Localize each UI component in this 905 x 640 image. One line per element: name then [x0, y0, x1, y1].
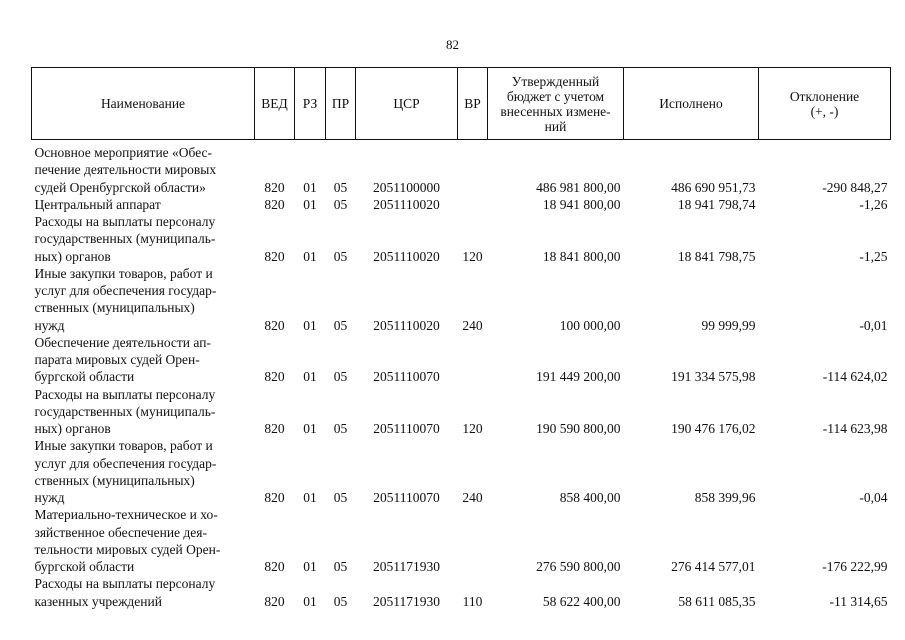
cell-rz: 01 [303, 559, 317, 574]
cell-budget: 486 981 800,00 [536, 179, 621, 195]
cell-rz: 01 [303, 179, 317, 195]
table-row [32, 386, 891, 438]
cell-executed: 276 414 577,01 [671, 559, 756, 574]
cell-budget: 858 400,00 [559, 490, 621, 505]
table-row [32, 575, 891, 610]
cell-executed: 18 841 798,75 [677, 248, 756, 264]
table-body [32, 140, 891, 610]
header-deviation [759, 68, 891, 140]
cell-name-line: Иные закупки товаров, работ и [34, 265, 213, 281]
cell-vr [458, 140, 488, 196]
cell-vr [458, 506, 488, 575]
header-budget-line: бюджет с учетом [506, 88, 605, 104]
cell-name-line: бургской области [34, 559, 135, 574]
cell-rz: 01 [303, 317, 317, 333]
cell-csr: 2051110070 [373, 369, 440, 385]
cell-name-line: нужд [34, 317, 65, 333]
cell-executed: 99 999,99 [701, 317, 756, 333]
table-row [32, 213, 891, 265]
cell-csr: 2051110020 [373, 196, 440, 212]
cell-csr: 2051171930 [373, 559, 440, 574]
cell-name [32, 437, 255, 506]
cell-ved: 820 [264, 559, 285, 574]
cell-deviation: -0,04 [859, 490, 888, 505]
header-rz: РЗ [295, 68, 326, 140]
cell-rz: 01 [303, 248, 317, 264]
cell-pr: 05 [333, 196, 348, 212]
cell-vr [458, 334, 488, 386]
budget-table [31, 67, 891, 610]
cell-name-line: государственных (муниципаль- [34, 231, 216, 247]
cell-name [32, 575, 255, 610]
cell-name [32, 196, 255, 213]
cell-budget: 18 841 800,00 [542, 248, 621, 264]
cell-name [32, 213, 255, 265]
cell-vr: 240 [462, 317, 483, 333]
cell-deviation: -114 623,98 [822, 421, 888, 436]
header-csr: ЦСР [356, 68, 458, 140]
cell-deviation: -1,25 [859, 248, 888, 264]
table-row [32, 506, 891, 575]
cell-deviation: -176 222,99 [822, 559, 888, 574]
cell-rz: 01 [303, 490, 317, 505]
table-row [32, 334, 891, 386]
cell-executed: 58 611 085,35 [678, 593, 756, 609]
cell-budget: 276 590 800,00 [536, 559, 621, 574]
header-pr: ПР [326, 68, 356, 140]
table-header-row [32, 68, 891, 140]
cell-name-line: ных) органов [34, 421, 111, 436]
cell-name-line: услуг для обеспечения государ- [34, 283, 217, 298]
cell-name [32, 386, 255, 438]
cell-name [32, 334, 255, 386]
cell-ved: 820 [264, 179, 285, 195]
cell-csr: 2051100000 [373, 179, 440, 195]
cell-vr: 120 [462, 421, 483, 436]
cell-rz: 01 [303, 369, 317, 385]
cell-ved: 820 [264, 317, 285, 333]
cell-name-line: нужд [34, 490, 65, 505]
cell-pr: 05 [333, 593, 348, 609]
header-executed: Исполнено [624, 68, 759, 140]
cell-deviation: -114 624,02 [822, 369, 888, 385]
cell-budget: 100 000,00 [559, 317, 621, 333]
cell-budget: 190 590 800,00 [536, 421, 621, 436]
cell-pr: 05 [333, 490, 348, 505]
cell-deviation: -1,26 [859, 196, 888, 212]
table-row [32, 140, 891, 196]
header-budget-line: внесенных измене- [500, 103, 611, 119]
cell-name-line: Материально-техническое и хо- [34, 507, 218, 523]
cell-pr: 05 [333, 421, 348, 436]
cell-deviation: -11 314,65 [829, 593, 888, 609]
cell-executed: 18 941 798,74 [677, 196, 756, 212]
cell-name-line: ственных (муниципальных) [34, 300, 195, 316]
cell-name-line: Обеспечение деятельности ап- [34, 334, 211, 350]
cell-csr: 2051110020 [373, 248, 440, 264]
page-number: 82 [446, 37, 459, 52]
table-row [32, 437, 891, 506]
cell-name-line: зяйственное обеспечение дея- [34, 524, 207, 540]
cell-name-line: Расходы на выплаты персоналу [34, 386, 216, 402]
cell-ved: 820 [264, 369, 285, 385]
cell-csr: 2051110070 [373, 490, 440, 505]
cell-pr: 05 [333, 559, 348, 574]
cell-pr: 05 [333, 179, 348, 195]
cell-ved: 820 [264, 490, 285, 505]
cell-name-line: Расходы на выплаты персоналу [34, 214, 216, 229]
cell-name-line: Центральный аппарат [34, 196, 161, 212]
cell-rz: 01 [303, 421, 317, 436]
cell-name-line: услуг для обеспечения государ- [34, 455, 217, 471]
cell-ved: 820 [264, 248, 285, 264]
header-deviation-line: Отклонение [789, 88, 860, 104]
cell-name-line: государственных (муниципаль- [34, 403, 216, 419]
cell-vr: 110 [462, 593, 483, 609]
cell-csr: 2051110070 [373, 421, 440, 436]
cell-rz: 01 [303, 593, 317, 609]
cell-vr: 240 [462, 490, 483, 505]
cell-pr: 05 [333, 369, 348, 385]
cell-csr: 2051171930 [373, 593, 440, 609]
header-deviation-line: (+, -) [810, 103, 839, 119]
cell-budget: 191 449 200,00 [536, 369, 621, 385]
cell-name-line: печение деятельности мировых [34, 162, 217, 178]
cell-ved: 820 [264, 196, 285, 212]
header-budget-line: Утвержденный [511, 73, 600, 89]
cell-executed: 191 334 575,98 [671, 369, 756, 385]
cell-name [32, 140, 255, 196]
cell-name-line: Основное мероприятие «Обес- [34, 145, 213, 160]
cell-budget: 58 622 400,00 [542, 593, 621, 609]
header-budget-line: ний [544, 118, 567, 134]
cell-deviation: -0,01 [859, 317, 888, 333]
cell-pr: 05 [333, 248, 348, 264]
cell-vr [458, 196, 488, 213]
header-ved: ВЕД [255, 68, 295, 140]
cell-ved: 820 [264, 593, 285, 609]
cell-name-line: казенных учреждений [34, 593, 162, 609]
cell-rz: 01 [303, 196, 317, 212]
header-name: Наименование [32, 68, 255, 140]
cell-name-line: Иные закупки товаров, работ и [34, 438, 213, 454]
cell-name-line: судей Оренбургской области» [34, 179, 206, 195]
cell-executed: 486 690 951,73 [671, 179, 756, 195]
cell-name-line: парата мировых судей Орен- [34, 352, 200, 367]
cell-csr: 2051110020 [373, 317, 440, 333]
header-vr: ВР [458, 68, 488, 140]
cell-name-line: Расходы на выплаты персоналу [34, 576, 216, 592]
cell-deviation: -290 848,27 [822, 179, 888, 195]
table-row [32, 265, 891, 334]
cell-name-line: ных) органов [34, 248, 111, 264]
cell-name [32, 265, 255, 334]
cell-name-line: ственных (муниципальных) [34, 472, 195, 488]
cell-pr: 05 [333, 317, 348, 333]
cell-name-line: бургской области [34, 369, 135, 385]
cell-budget: 18 941 800,00 [542, 196, 621, 212]
cell-executed: 190 476 176,02 [671, 421, 756, 436]
cell-executed: 858 399,96 [694, 490, 756, 505]
header-budget [488, 68, 624, 140]
table-row [32, 196, 891, 213]
cell-ved: 820 [264, 421, 285, 436]
cell-vr: 120 [462, 248, 483, 264]
cell-name-line: тельности мировых судей Орен- [34, 541, 221, 557]
cell-name [32, 506, 255, 575]
